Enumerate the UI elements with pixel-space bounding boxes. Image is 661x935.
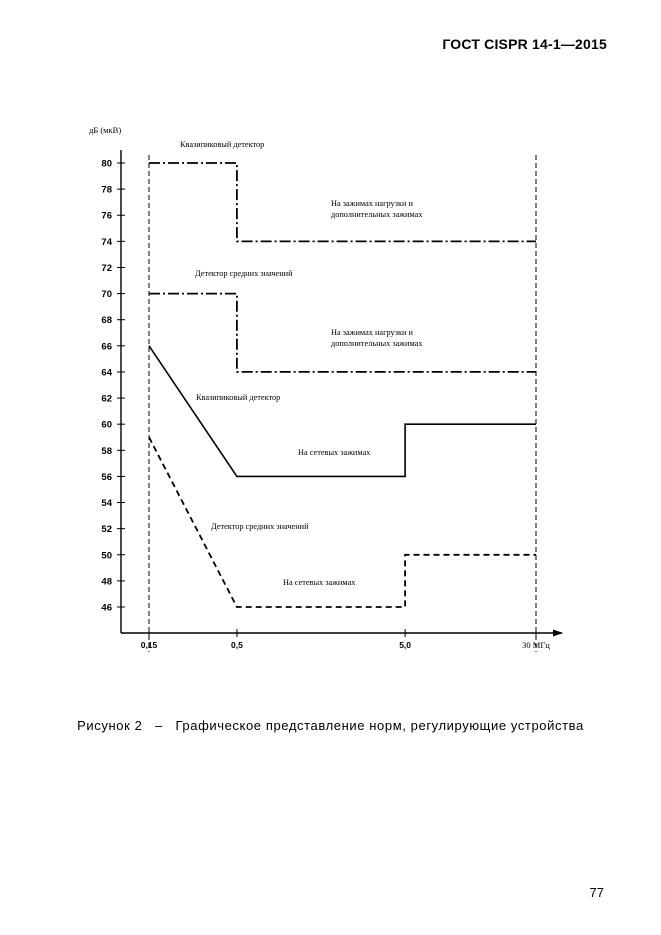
y-tick-label: 48 (101, 576, 112, 588)
x-tick-label: 0,15 (140, 640, 158, 650)
annotations (180, 140, 423, 587)
annotation-line: дополнительных зажимах (331, 339, 423, 348)
annotation-line: На зажимах нагрузки и (331, 328, 413, 337)
annotation-line: дополнительных зажимах (331, 210, 423, 219)
y-tick-label: 52 (101, 524, 112, 536)
y-tick-label: 78 (101, 184, 112, 196)
y-tick-label: 74 (101, 236, 112, 248)
y-tick-label: 80 (101, 158, 112, 170)
y-tick-label: 76 (101, 210, 112, 222)
y-tick-label: 68 (101, 315, 112, 327)
y-tick-label: 62 (101, 393, 112, 405)
x-tick-label: 30 МГц (522, 640, 550, 650)
y-tick-label: 64 (101, 367, 112, 379)
x-tick-labels (141, 640, 551, 650)
series-annotation (331, 199, 423, 219)
series-annotation: Детектор средних значений (211, 522, 309, 531)
y-tick-label: 70 (101, 289, 112, 301)
y-tick-label: 72 (101, 262, 112, 274)
series-annotation: Квазипиковый детектор (180, 140, 265, 149)
y-tick-label: 50 (101, 550, 112, 562)
x-axis-arrow (553, 630, 563, 637)
y-tick-label: 60 (101, 419, 112, 431)
annotation-line: На зажимах нагрузки и (331, 199, 413, 208)
series-annotation: На сетевых зажимах (298, 448, 371, 457)
series-annotation (331, 328, 423, 348)
x-tick-label: 0,5 (231, 640, 243, 650)
y-tick-labels (101, 159, 112, 614)
y-tick-label: 56 (101, 471, 112, 483)
y-tick-label: 66 (101, 341, 112, 353)
document-header: ГОСТ CISPR 14-1—2015 (442, 36, 607, 52)
series-annotation: Квазипиковый детектор (196, 393, 281, 402)
y-tick-label: 54 (101, 498, 112, 510)
y-tick-label: 46 (101, 602, 112, 614)
axes (117, 150, 563, 637)
y-axis-label: дБ (мкВ) (89, 125, 122, 135)
y-tick-label: 58 (101, 445, 112, 457)
series-annotation: На сетевых зажимах (283, 578, 356, 587)
figure-caption: Рисунок 2 – Графическое представление норм, регулирующие устройства (77, 718, 584, 733)
page-number: 77 (589, 885, 604, 900)
series-annotation: Детектор средних значений (195, 269, 293, 278)
x-tick-label: 5,0 (399, 640, 412, 650)
series-group (149, 163, 536, 607)
